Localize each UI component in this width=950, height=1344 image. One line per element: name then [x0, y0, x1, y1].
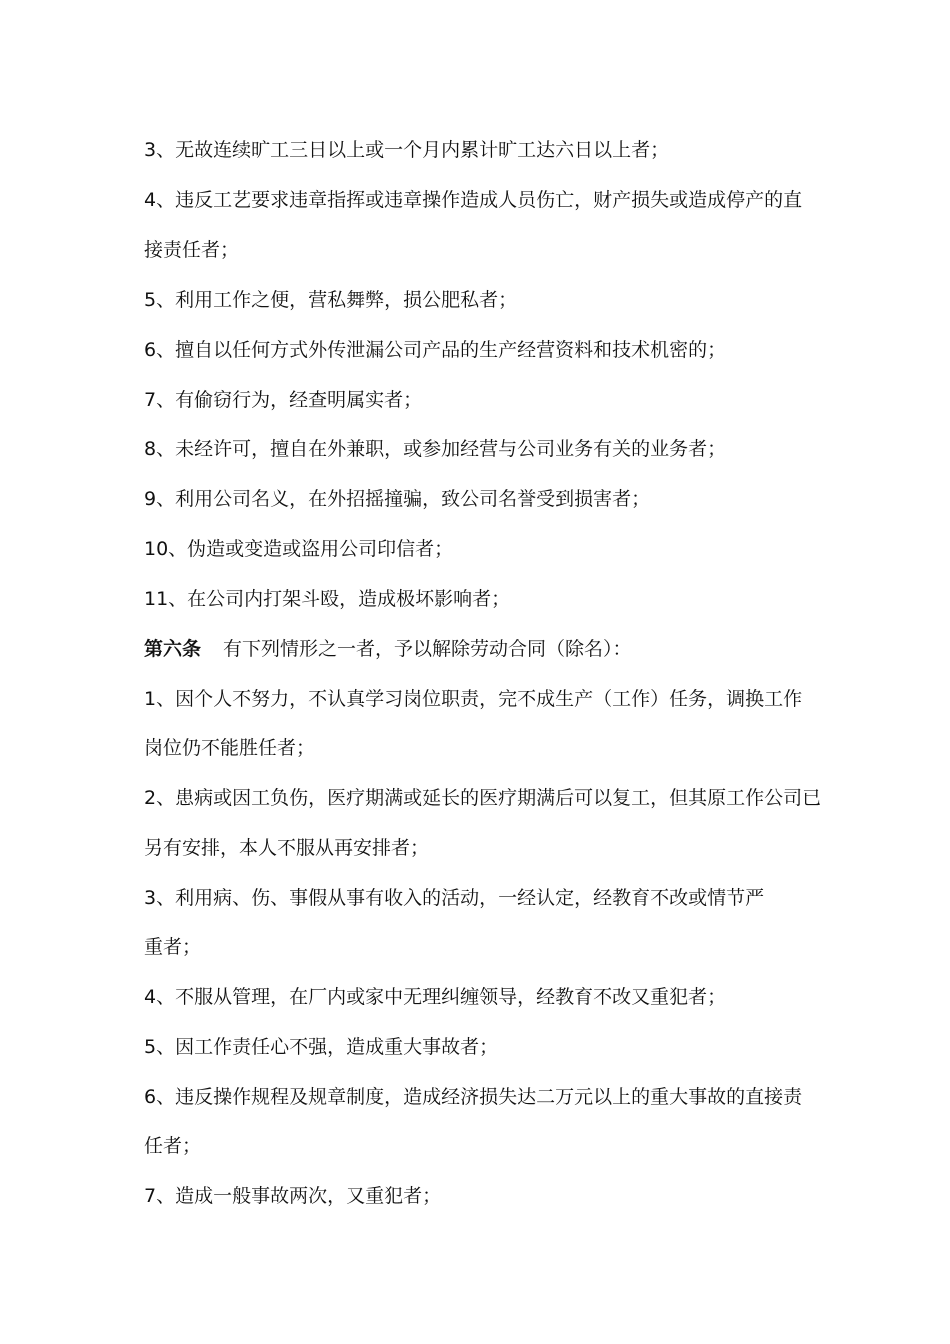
clause-line: 4、违反工艺要求违章指挥或违章操作造成人员伤亡，财产损失或造成停产的直 [144, 189, 803, 211]
clause-line: 10、伪造或变造或盗用公司印信者； [144, 538, 454, 560]
article-six [144, 637, 814, 661]
clause-line: 7、造成一般事故两次，又重犯者； [144, 1185, 442, 1207]
clause-line: 任者； [144, 1135, 202, 1157]
clause-line: 接责任者； [144, 239, 240, 261]
clause-line: 6、擅自以任何方式外传泄漏公司产品的生产经营资料和技术机密的； [144, 339, 727, 361]
clause-line: 重者； [144, 936, 202, 958]
clause-line: 8、未经许可，擅自在外兼职，或参加经营与公司业务有关的业务者； [144, 438, 727, 460]
clause-line: 11、在公司内打架斗殴，造成极坏影响者； [144, 588, 511, 610]
clause-line: 3、利用病、伤、事假从事有收入的活动，一经认定，经教育不改或情节严 [144, 887, 765, 909]
clause-line: 5、因工作责任心不强，造成重大事故者； [144, 1036, 499, 1058]
clause-line: 2、患病或因工负伤，医疗期满或延长的医疗期满后可以复工，但其原工作公司已 [144, 787, 822, 809]
clause-line: 岗位仍不能胜任者； [144, 737, 316, 759]
article-heading: 第六条 [144, 638, 202, 660]
clause-line: 3、无故连续旷工三日以上或一个月内累计旷工达六日以上者； [144, 139, 670, 161]
clause-line: 6、违反操作规程及规章制度，造成经济损失达二万元以上的重大事故的直接责 [144, 1086, 803, 1108]
clause-line: 7、有偷窃行为，经查明属实者； [144, 389, 423, 411]
clause-line: 9、利用公司名义，在外招摇撞骗，致公司名誉受到损害者； [144, 488, 651, 510]
clause-line: 另有安排，本人不服从再安排者； [144, 837, 430, 859]
article-text: 有下列情形之一者，予以解除劳动合同（除名）： [223, 638, 632, 660]
clause-line: 5、利用工作之便，营私舞弊，损公肥私者； [144, 289, 518, 311]
clause-line: 1、因个人不努力，不认真学习岗位职责，完不成生产（工作）任务，调换工作 [144, 688, 803, 710]
clause-line: 4、不服从管理，在厂内或家中无理纠缠领导，经教育不改又重犯者； [144, 986, 727, 1008]
